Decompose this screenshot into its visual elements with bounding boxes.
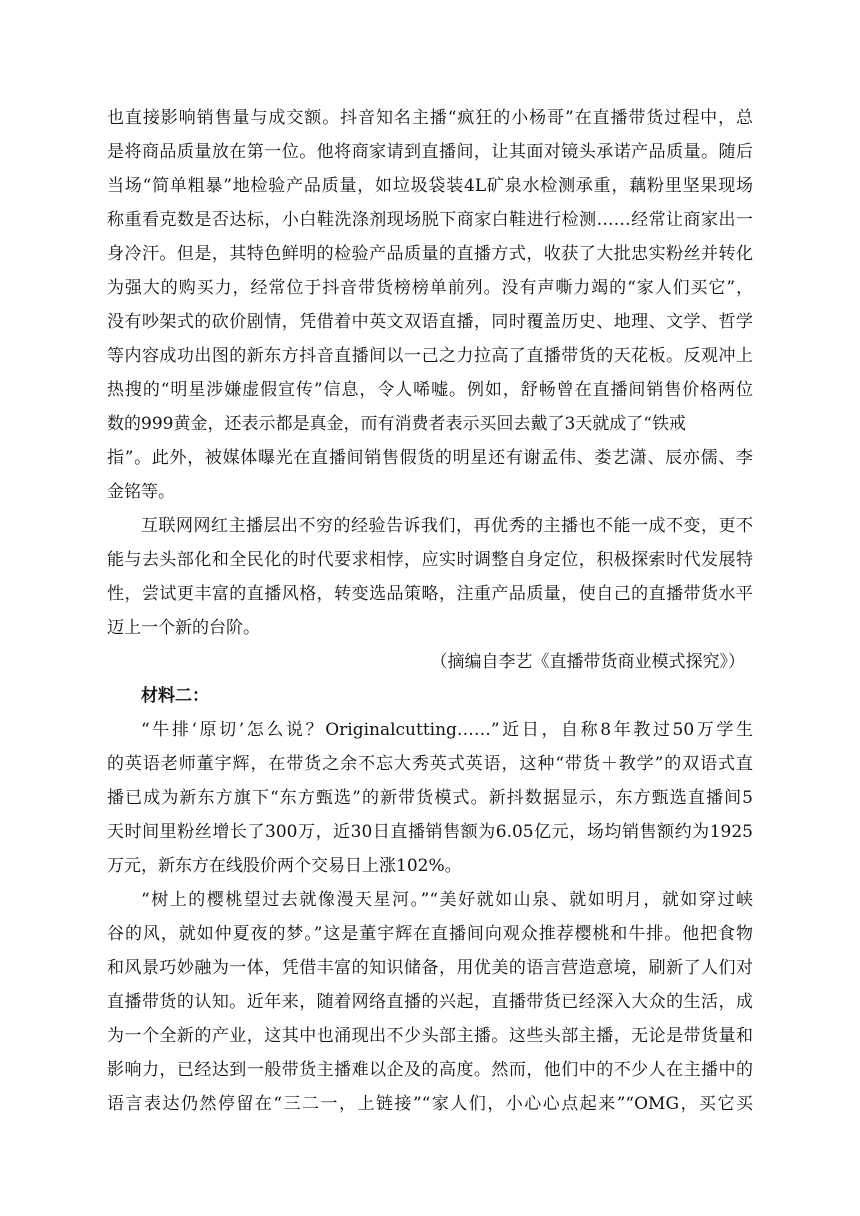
text-line	[107, 1019, 753, 1053]
document-body	[107, 101, 753, 1121]
text-line	[107, 169, 753, 203]
text-line-content: 为强大的购买力，经常位于抖音带货榜榜单前列。没有声嘶力竭的“家人们买它”，	[107, 278, 753, 298]
text-line-content: （摘编自李艺《直播带货商业模式探究》）	[430, 652, 745, 672]
text-line-content: 谷的风，就如仲夏夜的梦。”这是董宇辉在直播间向观众推荐樱桃和牛排。他把食物	[107, 924, 753, 944]
text-line	[107, 305, 753, 339]
text-line-content: 金铭等。	[107, 482, 175, 502]
text-line	[107, 849, 753, 883]
text-line-content: 迈上一个新的台阶。	[107, 618, 260, 638]
text-line-content: 为一个全新的产业，这其中也涌现出不少头部主播。这些头部主播，无论是带货量和	[107, 1026, 753, 1046]
text-line-content: 能与去头部化和全民化的时代要求相悖，应实时调整自身定位，积极探索时代发展特	[107, 550, 753, 570]
text-line	[107, 611, 753, 645]
text-line-content: “树上的樱桃望过去就像漫天星河。”“美好就如山泉、就如明月，就如穿过峡	[141, 890, 753, 910]
text-line	[107, 917, 753, 951]
text-line	[107, 1053, 753, 1087]
text-line-content: 万元，新东方在线股价两个交易日上涨102%。	[107, 856, 462, 876]
text-line-content: 身冷汗。但是，其特色鲜明的检验产品质量的直播方式，收获了大批忠实粉丝并转化	[107, 244, 753, 264]
text-line-content: 的英语老师董宇辉，在带货之余不忘大秀英式英语，这种“带货＋教学”的双语式直	[107, 754, 753, 774]
text-line-content: 指”。此外，被媒体曝光在直播间销售假货的明星还有谢孟伟、娄艺潇、辰亦儒、李	[107, 448, 753, 468]
text-line-content: 热搜的“明星涉嫌虚假宣传”信息，令人唏嘘。例如，舒畅曾在直播间销售价格两位	[107, 380, 753, 400]
text-line-content: 称重看克数是否达标，小白鞋洗涤剂现场脱下商家白鞋进行检测……经常让商家出一	[107, 210, 753, 230]
text-line	[107, 543, 753, 577]
text-line-content: 性，尝试更丰富的直播风格，转变选品策略，注重产品质量，使自己的直播带货水平	[107, 584, 753, 604]
text-line	[107, 1087, 753, 1121]
text-line	[107, 339, 753, 373]
text-line	[107, 951, 753, 985]
text-line-content: 没有吵架式的砍价剧情，凭借着中英文双语直播，同时覆盖历史、地理、文学、哲学	[107, 312, 753, 332]
text-line-content: 也直接影响销售量与成交额。抖音知名主播“疯狂的小杨哥”在直播带货过程中，总	[107, 108, 753, 128]
text-line-content: 等内容成功出图的新东方抖音直播间以一己之力拉高了直播带货的天花板。反观冲上	[107, 346, 753, 366]
text-line	[107, 645, 753, 679]
text-line	[107, 713, 753, 747]
text-line	[107, 679, 753, 713]
text-line-content: 数的999黄金，还表示都是真金，而有消费者表示买回去戴了3天就成了“铁戒	[107, 414, 686, 434]
text-line	[107, 135, 753, 169]
text-line	[107, 815, 753, 849]
text-line	[107, 475, 753, 509]
text-line	[107, 441, 753, 475]
text-line-content: 直播带货的认知。近年来，随着网络直播的兴起，直播带货已经深入大众的生活，成	[107, 992, 753, 1012]
text-line	[107, 747, 753, 781]
text-line-content: 材料二：	[141, 686, 209, 706]
text-line-content: 语言表达仍然停留在“三二一，上链接”“家人们，小心心点起来”“OMG，买它买	[107, 1094, 753, 1114]
text-line	[107, 373, 753, 407]
text-line-content: 播已成为新东方旗下“东方甄选”的新带货模式。新抖数据显示，东方甄选直播间5	[107, 788, 753, 808]
text-line	[107, 203, 753, 237]
text-line	[107, 101, 753, 135]
text-line-content: 互联网网红主播层出不穷的经验告诉我们，再优秀的主播也不能一成不变，更不	[141, 516, 753, 536]
text-line	[107, 271, 753, 305]
text-line	[107, 577, 753, 611]
text-line-content: 当场“简单粗暴”地检验产品质量，如垃圾袋装4L矿泉水检测承重，藕粉里坚果现场	[107, 176, 753, 196]
text-line	[107, 883, 753, 917]
text-line-content: 是将商品质量放在第一位。他将商家请到直播间，让其面对镜头承诺产品质量。随后	[107, 142, 753, 162]
text-line	[107, 237, 753, 271]
text-line	[107, 781, 753, 815]
text-line	[107, 407, 753, 441]
text-line-content: 和风景巧妙融为一体，凭借丰富的知识储备，用优美的语言营造意境，刷新了人们对	[107, 958, 753, 978]
text-line	[107, 509, 753, 543]
text-line-content: “牛排‘原切’怎么说？Originalcutting……”近日，自称8年教过50万学生	[141, 720, 753, 740]
text-line-content: 影响力，已经达到一般带货主播难以企及的高度。然而，他们中的不少人在主播中的	[107, 1060, 753, 1080]
text-line-content: 天时间里粉丝增长了300万，近30日直播销售额为6.05亿元，场均销售额约为1925	[107, 822, 753, 842]
text-line	[107, 985, 753, 1019]
